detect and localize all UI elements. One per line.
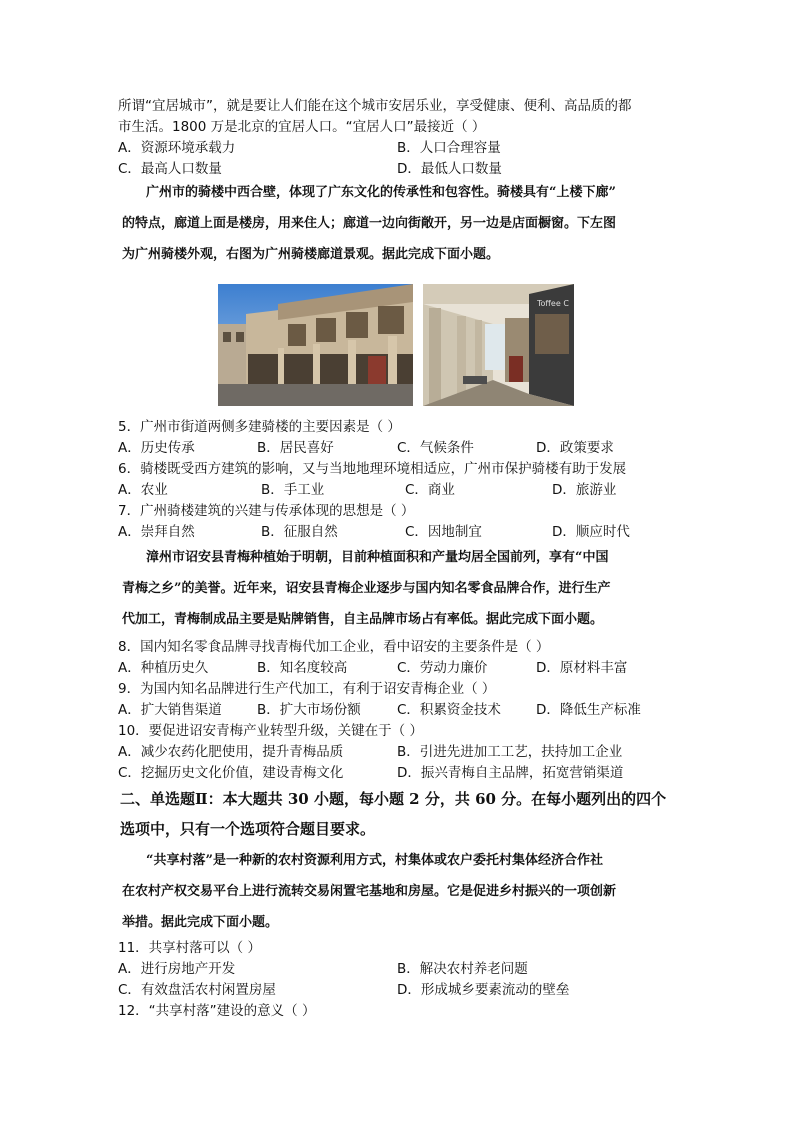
passage-3-line-2: 在农村产权交易平台上进行流转交易闲置宅基地和房屋。它是促进乡村振兴的一项创新 — [122, 884, 617, 899]
option-b: B．人口合理容量 — [397, 140, 501, 156]
q8-option-a: A．种植历史久 — [118, 660, 209, 676]
passage-2-line-2: 青梅之乡”的美誉。近年来，诏安县青梅企业逐步与国内知名零食品牌合作，进行生产 — [122, 581, 611, 596]
qilou-arcade-photo — [423, 284, 574, 406]
q7-option-a: A．崇拜自然 — [118, 524, 195, 540]
question-6-stem: 6．骑楼既受西方建筑的影响，又与当地地理环境相适应，广州市保护骑楼有助于发展 — [118, 461, 627, 477]
q7-option-c: C．因地制宜 — [405, 524, 482, 540]
passage-1-line-1: 广州市的骑楼中西合壁，体现了广东文化的传承性和包容性。骑楼具有“上楼下廊” — [146, 185, 616, 200]
section-2-heading-line-2: 选项中，只有一个选项符合题目要求。 — [120, 820, 376, 838]
question-8-stem: 8．国内知名零食品牌寻找青梅代加工企业，看中诏安的主要条件是（ ） — [118, 639, 550, 655]
question-5-stem: 5．广州市街道两侧多建骑楼的主要因素是（ ） — [118, 419, 401, 435]
q11-option-c: C．有效盘活农村闲置房屋 — [118, 982, 276, 998]
passage-1-line-2: 的特点，廊道上面是楼房，用来住人；廊道一边向街敞开，另一边是店面橱窗。下左图 — [122, 216, 617, 231]
q6-option-b: B．手工业 — [261, 482, 325, 498]
q6-option-c: C．商业 — [405, 482, 455, 498]
question-9-stem: 9．为国内知名品牌进行生产代加工，有利于诏安青梅企业（ ） — [118, 681, 496, 697]
q9-option-a: A．扩大销售渠道 — [118, 702, 222, 718]
q10-option-d: D．振兴青梅自主品牌，拓宽营销渠道 — [397, 765, 624, 781]
question-10-stem: 10．要促进诏安青梅产业转型升级，关键在于（ ） — [118, 723, 423, 739]
passage-3-line-1: “共享村落”是一种新的农村资源利用方式，村集体或农户委托村集体经济合作社 — [146, 853, 603, 868]
shop-sign-text: Toffee C — [537, 299, 569, 308]
section-2-heading-line-1: 二、单选题Ⅱ：本大题共 30 小题，每小题 2 分，共 60 分。在每小题列出的四个 — [120, 790, 667, 808]
q9-option-b: B．扩大市场份额 — [257, 702, 361, 718]
question-11-stem: 11．共享村落可以（ ） — [118, 940, 261, 956]
passage-2-line-1: 漳州市诏安县青梅种植始于明朝，目前种植面积和产量均居全国前列，享有“中国 — [146, 550, 609, 565]
q9-option-c: C．积累资金技术 — [397, 702, 501, 718]
q6-option-d: D．旅游业 — [552, 482, 617, 498]
passage-3-line-3: 举措。据此完成下面小题。 — [122, 915, 279, 930]
q9-option-d: D．降低生产标准 — [536, 702, 641, 718]
q8-option-b: B．知名度较高 — [257, 660, 348, 676]
q10-option-b: B．引进先进加工工艺，扶持加工企业 — [397, 744, 623, 760]
qilou-exterior-photo — [218, 284, 413, 406]
q5-option-c: C．气候条件 — [397, 440, 474, 456]
q7-option-b: B．征服自然 — [261, 524, 338, 540]
q5-option-d: D．政策要求 — [536, 440, 614, 456]
passage-2-line-3: 代加工，青梅制成品主要是贴牌销售，自主品牌市场占有率低。据此完成下面小题。 — [122, 612, 604, 627]
question-12-stem: 12．“共享村落”建设的意义（ ） — [118, 1003, 316, 1019]
q8-option-c: C．劳动力廉价 — [397, 660, 488, 676]
q7-option-d: D．顺应时代 — [552, 524, 630, 540]
option-c: C．最高人口数量 — [118, 161, 222, 177]
intro-line-2: 市生活。1800 万是北京的宜居人口。“宜居人口”最接近（ ） — [118, 119, 486, 135]
q5-option-a: A．历史传承 — [118, 440, 195, 456]
q10-option-a: A．减少农药化肥使用，提升青梅品质 — [118, 744, 344, 760]
passage-1-line-3: 为广州骑楼外观，右图为广州骑楼廊道景观。据此完成下面小题。 — [122, 247, 500, 262]
q10-option-c: C．挖掘历史文化价值，建设青梅文化 — [118, 765, 344, 781]
q6-option-a: A．农业 — [118, 482, 168, 498]
q5-option-b: B．居民喜好 — [257, 440, 334, 456]
q11-option-b: B．解决农村养老问题 — [397, 961, 528, 977]
option-a: A．资源环境承载力 — [118, 140, 236, 156]
q8-option-d: D．原材料丰富 — [536, 660, 628, 676]
q11-option-a: A．进行房地产开发 — [118, 961, 236, 977]
question-7-stem: 7．广州骑楼建筑的兴建与传承体现的思想是（ ） — [118, 503, 415, 519]
q11-option-d: D．形成城乡要素流动的壁垒 — [397, 982, 570, 998]
option-d: D．最低人口数量 — [397, 161, 502, 177]
intro-line-1: 所谓“宜居城市”，就是要让人们能在这个城市安居乐业，享受健康、便利、高品质的都 — [118, 98, 632, 114]
